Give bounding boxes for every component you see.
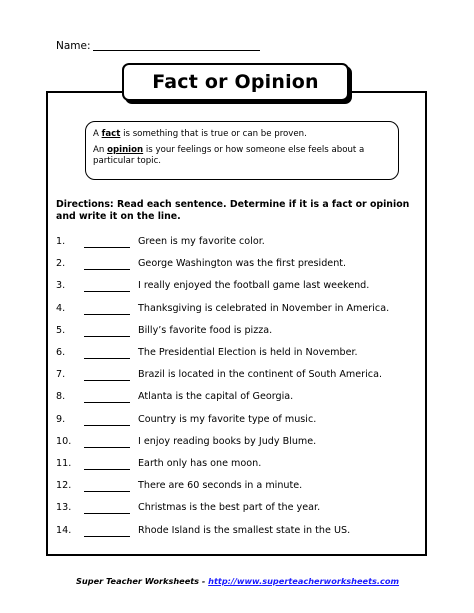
definitions-box bbox=[85, 121, 399, 180]
item-number: 8. bbox=[56, 391, 66, 403]
answer-line[interactable] bbox=[84, 247, 130, 248]
item-sentence: Rhode Island is the smallest state in the US. bbox=[138, 524, 351, 536]
fact-definition bbox=[93, 129, 390, 140]
item-sentence: Green is my favorite color. bbox=[138, 236, 265, 247]
sentence-item bbox=[56, 502, 416, 516]
answer-line[interactable] bbox=[84, 402, 130, 403]
sentence-item bbox=[56, 458, 416, 472]
item-sentence: Earth only has one moon. bbox=[138, 458, 262, 469]
item-number: 12. bbox=[56, 480, 72, 492]
answer-line[interactable] bbox=[84, 336, 130, 337]
answer-line[interactable] bbox=[84, 380, 130, 381]
answer-line[interactable] bbox=[84, 291, 130, 292]
item-number: 14. bbox=[56, 524, 72, 536]
footer-brand: Super Teacher Worksheets bbox=[76, 576, 200, 586]
fact-keyword: fact bbox=[101, 129, 121, 139]
item-sentence: Country is my favorite type of music. bbox=[138, 413, 317, 425]
sentence-item bbox=[56, 436, 416, 450]
item-sentence: Thanksgiving is celebrated in November in America. bbox=[138, 302, 390, 314]
answer-line[interactable] bbox=[84, 358, 130, 359]
sentence-item bbox=[56, 325, 416, 339]
item-sentence: Atlanta is the capital of Georgia. bbox=[138, 391, 294, 403]
answer-line[interactable] bbox=[84, 269, 130, 270]
answer-line[interactable] bbox=[84, 491, 130, 492]
opinion-definition bbox=[93, 145, 390, 167]
footer-link[interactable]: http://www.superteacherworksheets.com bbox=[208, 576, 400, 586]
item-number: 2. bbox=[56, 258, 66, 270]
answer-line[interactable] bbox=[84, 536, 130, 537]
item-sentence: The Presidential Election is held in November. bbox=[138, 347, 358, 358]
item-number: 10. bbox=[56, 435, 72, 447]
opinion-definition-text: is your feelings or how someone else feels about a particular topic. bbox=[93, 145, 365, 166]
name-input-line[interactable] bbox=[93, 50, 260, 51]
item-sentence: George Washington was the first president. bbox=[138, 258, 347, 270]
sentence-item bbox=[56, 414, 416, 428]
sentence-item bbox=[56, 303, 416, 317]
answer-line[interactable] bbox=[84, 314, 130, 315]
sentence-item bbox=[56, 480, 416, 494]
answer-line[interactable] bbox=[84, 447, 130, 448]
opinion-keyword: opinion bbox=[107, 145, 144, 155]
sentence-item bbox=[56, 258, 416, 272]
item-sentence: There are 60 seconds in a minute. bbox=[138, 480, 303, 492]
item-number: 1. bbox=[56, 236, 66, 247]
item-number: 3. bbox=[56, 280, 66, 292]
sentence-item bbox=[56, 369, 416, 383]
item-number: 7. bbox=[56, 369, 66, 381]
footer-separator: - bbox=[199, 576, 209, 586]
answer-line[interactable] bbox=[84, 469, 130, 470]
item-number: 11. bbox=[56, 458, 72, 469]
item-sentence: Christmas is the best part of the year. bbox=[138, 502, 321, 514]
sentence-item bbox=[56, 236, 416, 250]
sentence-item bbox=[56, 525, 416, 539]
item-sentence: Brazil is located in the continent of South America. bbox=[138, 369, 382, 381]
item-number: 5. bbox=[56, 324, 66, 336]
item-number: 9. bbox=[56, 413, 66, 425]
name-label: Name: bbox=[56, 40, 91, 52]
item-sentence: Billy’s favorite food is pizza. bbox=[138, 324, 273, 336]
item-sentence: I enjoy reading books by Judy Blume. bbox=[138, 435, 317, 447]
item-number: 13. bbox=[56, 502, 72, 514]
item-sentence: I really enjoyed the football game last weekend. bbox=[138, 280, 370, 292]
sentence-item bbox=[56, 391, 416, 405]
answer-line[interactable] bbox=[84, 513, 130, 514]
fact-definition-prefix: A bbox=[93, 129, 102, 139]
item-number: 4. bbox=[56, 302, 66, 314]
item-number: 6. bbox=[56, 347, 66, 358]
sentence-item bbox=[56, 347, 416, 361]
footer bbox=[76, 576, 400, 586]
answer-line[interactable] bbox=[84, 425, 130, 426]
sentence-item bbox=[56, 280, 416, 294]
directions-text: Directions: Read each sentence. Determine if it is a fact or opinion and write it on the line. bbox=[56, 199, 410, 222]
fact-definition-text: is something that is true or can be proven. bbox=[120, 129, 307, 139]
opinion-definition-prefix: An bbox=[93, 145, 108, 155]
worksheet-title: Fact or Opinion bbox=[122, 63, 349, 101]
